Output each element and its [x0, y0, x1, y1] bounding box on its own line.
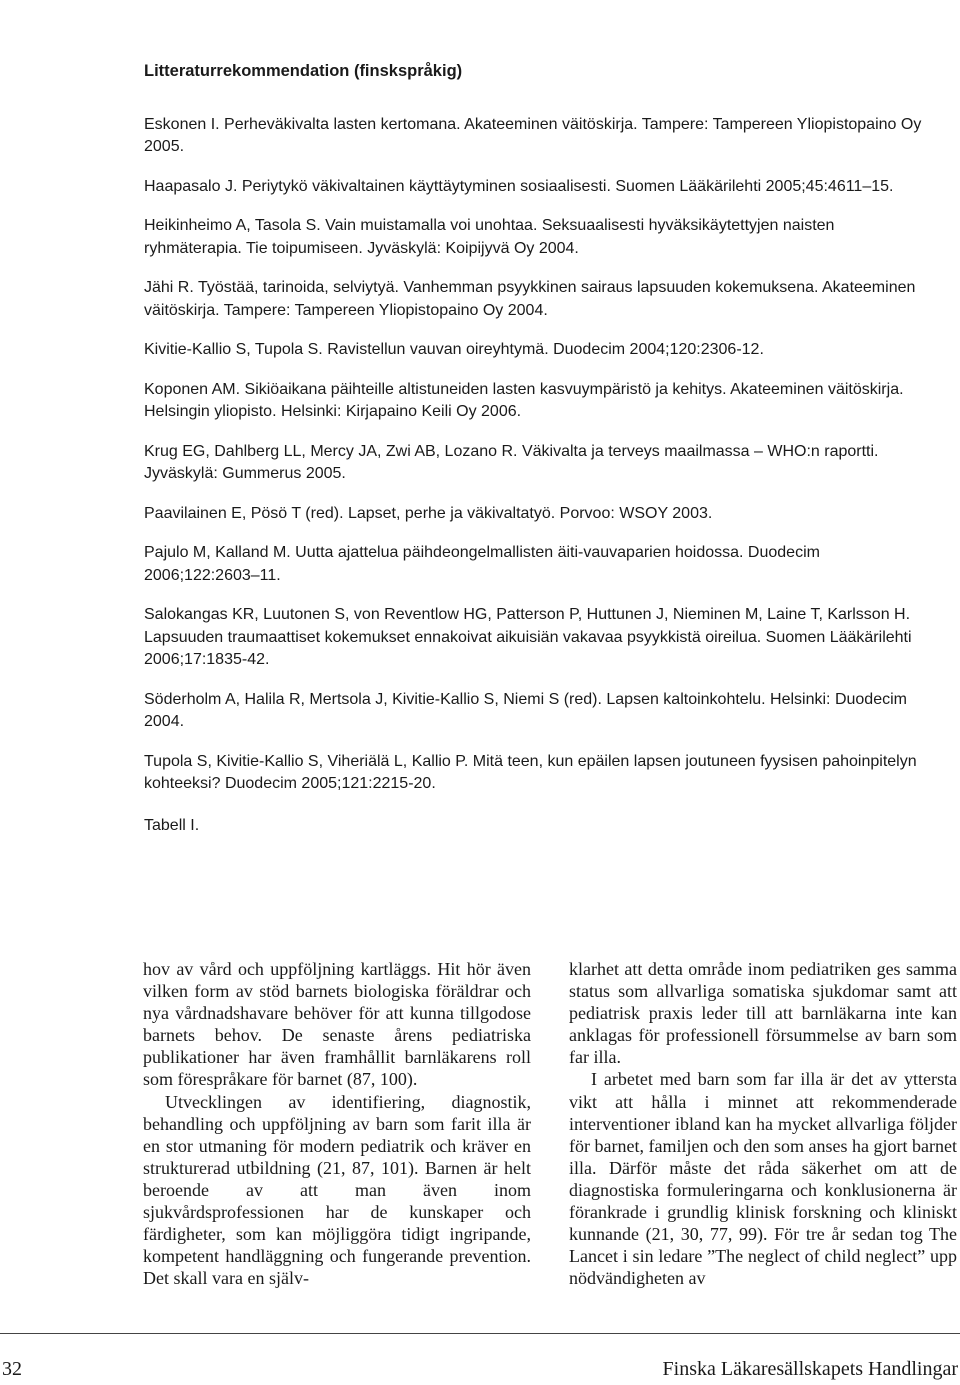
reference-item: Söderholm A, Halila R, Mertsola J, Kivitie-Kallio S, Niemi S (red). Lapsen kaltoinkohtelu. Helsinki: Duodecim 2004.: [144, 690, 907, 730]
reference-item: Kivitie-Kallio S, Tupola S. Ravistellun vauvan oireyhtymä. Duodecim 2004;120:2306-12.: [144, 341, 764, 358]
body-paragraph: Utvecklingen av identifiering, diagnostik, behandling och uppföljning av barn som farit illa är en stor utmaning för modern pediatrik och kräver en strukturerad utbildning (21, 87, 101). Barnen är helt beroende av att man även inom sjukvårdsprofessionen har de kunskaper och färdigheter, som kan möjliggöra tidigt ingripande, kompetent handläggning och fungerande prevention. Det skall vara en själv-: [143, 1091, 531, 1289]
page-number: 32: [2, 1358, 22, 1380]
body-paragraph: hov av vård och uppföljning kartläggs. Hit hör även vilken form av stöd barnets biologiska föräldrar och nya vårdnadshavare behöver för att kunna tillgodose barnets behov. De senaste årens pediatriska publikationer har även framhållit barnläkarens roll som förespråkare för barnet (87, 100).: [143, 959, 531, 1090]
reference-item: Heikinheimo A, Tasola S. Vain muistamalla voi unohtaa. Seksuaalisesti hyväksikäytettyjen naisten ryhmäterapia. Tie toipumiseen. Jyväskylä: Koipijyvä Oy 2004.: [144, 217, 835, 257]
reference-item: Pajulo M, Kalland M. Uutta ajattelua päihdeongelmallisten äiti-vauvaparien hoidossa. Duodecim 2006;122:2603–11.: [144, 544, 820, 584]
footer-rule: [0, 1333, 960, 1334]
reference-list-title: Litteraturrekommendation (finskspråkig): [144, 62, 463, 80]
journal-name: Finska Läkaresällskapets Handlingar: [662, 1358, 958, 1380]
reference-item: Koponen AM. Sikiöaikana päihteille altistuneiden lasten kasvuympäristö ja kehitys. Akateeminen väitöskirja. Helsingin yliopisto. Helsinki: Kirjapaino Keili Oy 2006.: [144, 380, 904, 420]
reference-item: Eskonen I. Perheväkivalta lasten kertomana. Akateeminen väitöskirja. Tampere: Tampereen Yliopistopaino Oy 2005.: [144, 115, 922, 155]
reference-list: [144, 60, 934, 837]
body-column-right: [569, 958, 957, 1289]
reference-item: Krug EG, Dahlberg LL, Mercy JA, Zwi AB, Lozano R. Väkivalta ja terveys maailmassa – WHO:n raportti. Jyväskylä: Gummerus 2005.: [144, 442, 879, 482]
reference-item: Tupola S, Kivitie-Kallio S, Viheriälä L, Kallio P. Mitä teen, kun epäilen lapsen joutuneen fyysisen pahoinpitelyn kohteeksi? Duodecim 2005;121:2215-20.: [144, 752, 917, 792]
body-column-left: [143, 958, 531, 1289]
reference-item: Jähi R. Työstää, tarinoida, selviytyä. Vanhemman psyykkinen sairaus lapsuuden kokemuksena. Akateeminen väitöskirja. Tampere: Tampereen Yliopistopaino Oy 2004.: [144, 279, 916, 319]
reference-item: Paavilainen E, Pösö T (red). Lapset, perhe ja väkivaltatyö. Porvoo: WSOY 2003.: [144, 504, 713, 522]
reference-item: Salokangas KR, Luutonen S, von Reventlow HG, Patterson P, Huttunen J, Nieminen M, Laine T, Karlsson H. Lapsuuden traumaattiset kokemukset ennakoivat aikuisiän vakavaa psyykkistä oireilua. Suomen Lääkärilehti 2006;17:1835-42.: [144, 606, 912, 668]
body-paragraph: I arbetet med barn som far illa är det av yttersta vikt att hålla i minnet att rekommenderade interventioner ibland kan ha mycket allvarliga följder för barnet, familjen och den som anses ha gjort barnet illa. Därför måste det råda säkerhet om att de diagnostiska formuleringarna och konklusionerna är förankrade i grundlig klinisk forskning och kliniskt kunnande (21, 30, 77, 99). För tre år sedan tog The Lancet i sin ledare ”The neglect of child neglect” upp nödvändigheten av: [569, 1069, 957, 1289]
table-caption: Tabell I.: [144, 816, 200, 834]
reference-item: Haapasalo J. Periytykö väkivaltainen käyttäytyminen sosiaalisesti. Suomen Lääkärilehti 2005;45:4611–15.: [144, 177, 894, 195]
body-paragraph: klarhet att detta område inom pediatriken ges samma status som allvarliga somatiska sjukdomar samt att pediatrisk praxis leder till att barnläkarna inte kan anklagas för professionell försummelse av barn som far illa.: [569, 959, 957, 1068]
